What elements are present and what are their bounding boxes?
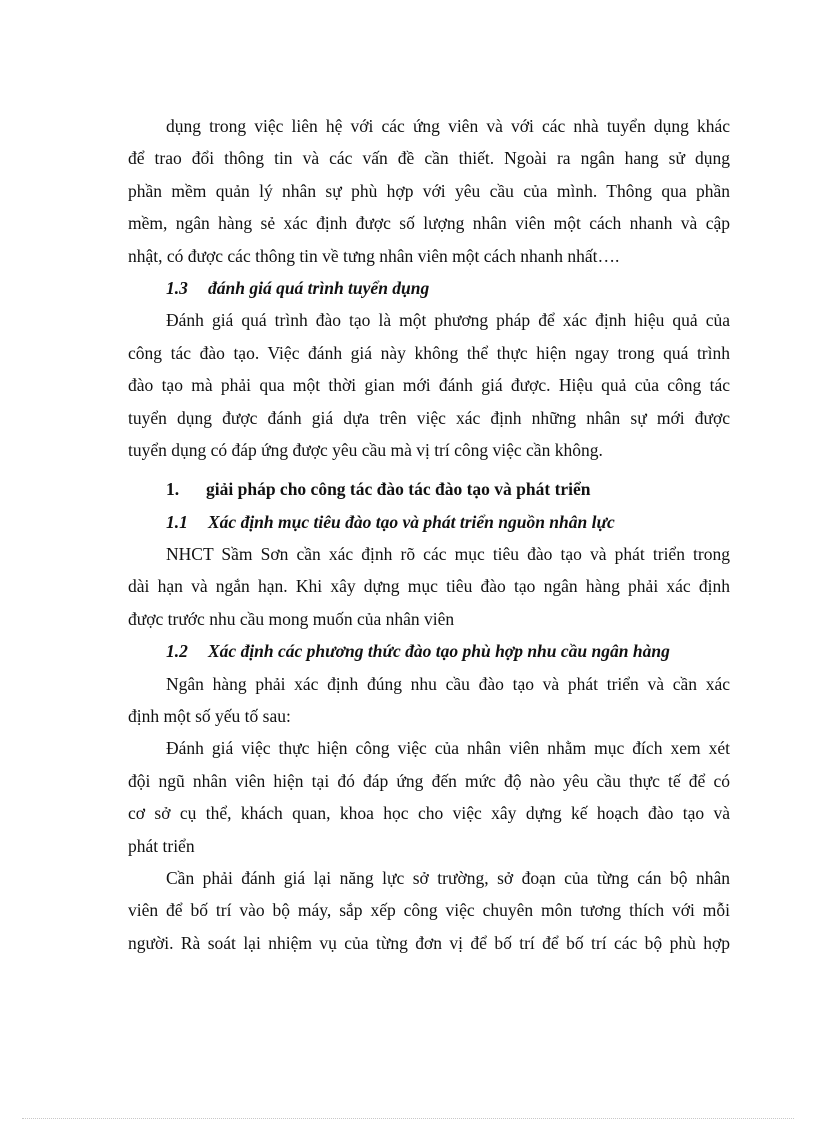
text-line: được trước nhu cầu mong muốn của nhân viên — [128, 608, 455, 629]
section-heading-1-1 — [128, 506, 730, 538]
text-line: để trao đổi thông tin và các vấn đề cần thiết. Ngoài ra ngân hang sử dụng — [128, 148, 730, 169]
text-line: tuyển dụng có đáp ứng được yêu cầu mà vị trí công việc cần không. — [128, 439, 603, 460]
section-title: giải pháp cho công tác đào tác đào tạo và phát triển — [206, 479, 591, 500]
text-line: người. Rà soát lại nhiệm vụ của từng đơn vị để bố trí để bố trí các bộ phù hợp — [128, 932, 730, 953]
text-line: đội ngũ nhân viên hiện tại đó đáp ứng đến mức độ nào yêu cầu thực tế để có — [128, 770, 730, 791]
text-line: định một số yếu tố sau: — [128, 706, 291, 727]
text-line: Đánh giá quá trình đào tạo là một phương pháp để xác định hiệu quả của — [166, 310, 730, 331]
text-line: Ngân hàng phải xác định đúng nhu cầu đào tạo và phát triển và cần xác — [166, 673, 730, 694]
text-line: dụng trong việc liên hệ với các ứng viên và với các nhà tuyển dụng khác — [166, 116, 730, 136]
text-line: công tác đào tạo. Việc đánh giá này không thể thực hiện ngay trong quá trình — [128, 342, 730, 363]
text-line: dài hạn và ngắn hạn. Khi xây dựng mục tiêu đào tạo ngân hàng phải xác định — [128, 576, 730, 597]
text-line: phần mềm quản lý nhân sự phù hợp với yêu cầu của mình. Thông qua phần — [128, 180, 730, 201]
text-line: cơ sở cụ thể, khách quan, khoa học cho việc xây dựng kế hoạch đào tạo và — [128, 803, 730, 824]
section-title: Xác định mục tiêu đào tạo và phát triển nguồn nhân lực — [208, 511, 615, 532]
section-title: Xác định các phương thức đào tạo phù hợp nhu cầu ngân hàng — [208, 641, 670, 662]
text-line: nhật, có được các thông tin về tưng nhân viên một cách nhanh nhất…. — [128, 245, 620, 266]
text-line: viên để bố trí vào bộ máy, sắp xếp công việc chuyên môn tương thích với mỗi — [128, 900, 730, 921]
section-number: 1.2 — [166, 641, 188, 662]
document-body — [128, 110, 730, 959]
section-number: 1.3 — [166, 277, 188, 298]
text-line: phát triển — [128, 835, 195, 856]
text-line: mềm, ngân hàng sẻ xác định được số lượng nhân viên một cách nhanh và cập — [128, 213, 730, 234]
text-line: Đánh giá việc thực hiện công việc của nhân viên nhằm mục đích xem xét — [166, 738, 730, 759]
section-title: đánh giá quá trình tuyển dụng — [208, 277, 430, 298]
text-line: NHCT Sầm Sơn cần xác định rõ các mục tiêu đào tạo và phát triển trong — [166, 544, 730, 565]
section-heading-1 — [128, 473, 730, 505]
page-bottom-divider — [22, 1118, 794, 1119]
section-heading-1-2 — [128, 635, 730, 667]
text-line: Cần phải đánh giá lại năng lực sở trường, sở đoạn của từng cán bộ nhân — [166, 867, 730, 888]
section-number: 1. — [166, 479, 180, 500]
section-number: 1.1 — [166, 511, 188, 532]
section-heading-1-3 — [128, 272, 730, 304]
text-line: đào tạo mà phải qua một thời gian mới đánh giá được. Hiệu quả của công tác — [128, 375, 730, 396]
text-line: tuyển dụng được đánh giá dựa trên việc xác định những nhân sự mới được — [128, 407, 730, 428]
